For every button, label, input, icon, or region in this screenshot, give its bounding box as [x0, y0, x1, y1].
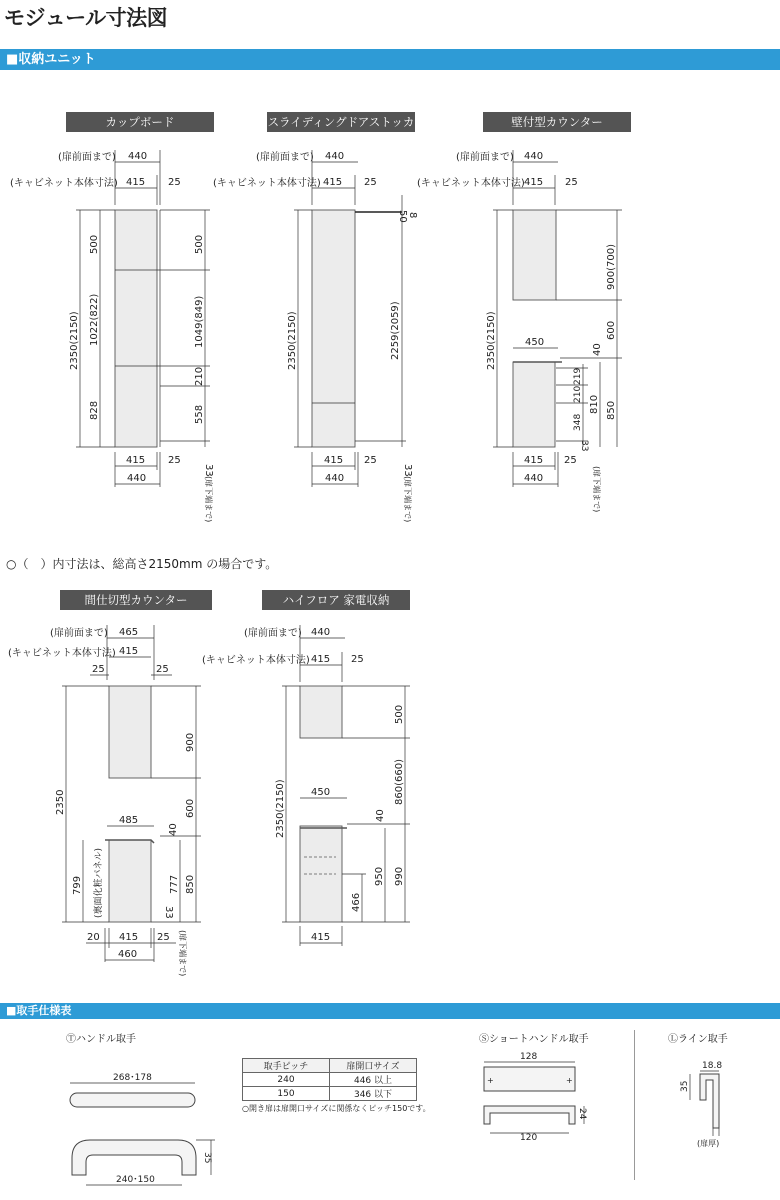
table-cell: 240: [243, 1073, 330, 1087]
dim-highfloor-w415: 415: [311, 654, 331, 665]
label-door-front-2: (扉前面まで): [256, 152, 314, 163]
handle-side-view: [72, 1140, 196, 1175]
label-cabinet-body-4: (キャビネット本体寸法): [8, 648, 116, 659]
dim-wall-b25: 25: [564, 455, 577, 466]
sliding-drawing: [213, 150, 418, 522]
label-cabinet-body-2: (キャビネット本体寸法): [213, 178, 321, 189]
label-cabinet-body-3: (キャビネット本体寸法): [417, 178, 525, 189]
label-cupboard-door-bottom: (扉下端まで): [204, 476, 213, 523]
unit-label-sliding: スライディングドアストッカー: [267, 112, 415, 132]
table-row: [243, 1087, 417, 1101]
dim-wall-d25: 25: [565, 177, 578, 188]
dim-cupboard-b415: 415: [126, 455, 146, 466]
dim-sliding-b440: 440: [325, 473, 345, 484]
dim-partition-w415: 415: [119, 646, 139, 657]
dim-handle-h: 35: [202, 1152, 212, 1164]
unit-label-cupboard: カップボード: [66, 112, 214, 132]
dim-partition-w485: 485: [119, 815, 139, 826]
cupboard-drawing: [10, 150, 214, 522]
dim-line-h: 35: [680, 1080, 690, 1092]
dim-partition-b25: 25: [157, 932, 170, 943]
page-title: モジュール寸法図: [4, 6, 168, 30]
dim-wall-b415: 415: [524, 455, 544, 466]
dim-short-h: 24: [577, 1108, 587, 1120]
dim-sliding-h-total: 2350(2150): [287, 311, 298, 370]
dim-partition-h2350: 2350: [55, 789, 66, 815]
dim-wall-r210: 210: [573, 385, 583, 403]
dim-cupboard-b25: 25: [168, 455, 181, 466]
dim-wall-w440: 440: [524, 151, 544, 162]
line-handle-title: Ⓛライン取手: [668, 1034, 728, 1045]
dim-cupboard-r1049: 1049(849): [194, 295, 205, 348]
dim-wall-r348: 348: [573, 413, 583, 431]
dimension-note: ○（ ）内寸法は、総高さ2150mm の場合です。: [6, 557, 278, 571]
table-note: ○開き扉は扉開口サイズに関係なくピッチ150です。: [242, 1104, 431, 1113]
unit-label-high-floor: ハイフロア 家電収納: [262, 590, 410, 610]
dim-handle-w2: 240･150: [116, 1175, 155, 1185]
dim-sliding-b415: 415: [324, 455, 344, 466]
short-handle-top-view: [484, 1067, 575, 1091]
handle-top-view: [70, 1093, 195, 1107]
line-handle-profile: [700, 1074, 719, 1128]
divider: [634, 1030, 635, 1180]
label-back-panel: (裏面化粧パネル): [94, 847, 104, 918]
dim-wall-r850: 850: [606, 400, 617, 420]
label-door-front-4: (扉前面まで): [50, 628, 108, 639]
dim-partition-w465: 465: [119, 627, 139, 638]
sliding-cabinet: [312, 210, 355, 447]
dim-sliding-w440: 440: [325, 151, 345, 162]
dim-sliding-b25: 25: [364, 455, 377, 466]
dim-sliding-b33: 33: [402, 464, 413, 477]
section-header-handles: ■取手仕様表: [0, 1003, 780, 1019]
cupboard-cabinet: [115, 210, 157, 447]
dim-wall-r600: 600: [606, 320, 617, 340]
table-row: [243, 1073, 417, 1087]
wall-upper-cabinet: [513, 210, 556, 300]
dim-wall-h-total: 2350(2150): [486, 311, 497, 370]
label-cabinet-body-5: (キャビネット本体寸法): [202, 655, 310, 666]
label-door-front-3: (扉前面まで): [456, 152, 514, 163]
dim-cupboard-w415: 415: [126, 177, 146, 188]
dim-partition-r25: 25: [156, 664, 169, 675]
dim-sliding-d25: 25: [364, 177, 377, 188]
dim-wall-r219: 219: [573, 367, 583, 385]
dim-partition-r600: 600: [185, 798, 196, 818]
unit-label-partition-counter: 間仕切型カウンター: [60, 590, 212, 610]
handle-title: Ⓣハンドル取手: [66, 1034, 136, 1045]
dim-sliding-w415: 415: [323, 177, 343, 188]
table-cell: 346 以下: [330, 1087, 417, 1101]
dim-highfloor-r466: 466: [351, 892, 362, 912]
short-handle-title: Ⓢショートハンドル取手: [479, 1034, 589, 1045]
dim-partition-l799: 799: [72, 875, 83, 895]
dim-sliding-t50: 50: [397, 210, 408, 223]
dim-partition-r33: 33: [163, 906, 174, 919]
dim-cupboard-h828: 828: [89, 400, 100, 420]
table-header-row: [243, 1059, 417, 1073]
dim-sliding-r2259: 2259(2059): [390, 301, 401, 360]
dim-cupboard-h-total: 2350(2150): [69, 311, 80, 370]
dim-highfloor-r990: 990: [394, 866, 405, 886]
dim-wall-b440: 440: [524, 473, 544, 484]
label-cabinet-body: (キャビネット本体寸法): [10, 178, 118, 189]
short-handle-plus-right: +: [566, 1076, 573, 1085]
label-door-front-5: (扉前面まで): [244, 628, 302, 639]
dim-partition-r900: 900: [185, 732, 196, 752]
dim-cupboard-r210: 210: [194, 366, 205, 386]
dim-wall-r900: 900(700): [606, 244, 617, 290]
table-header-opening: 扉開口サイズ: [330, 1059, 417, 1073]
table-cell: 446 以上: [330, 1073, 417, 1087]
label-sliding-door-bottom: (扉下端まで): [403, 476, 412, 523]
section-header-storage: ■収納ユニット: [0, 49, 780, 70]
label-door-front: (扉前面まで): [58, 152, 116, 163]
dim-wall-w450: 450: [525, 337, 545, 348]
dim-partition-r40: 40: [168, 823, 179, 836]
dim-highfloor-w440: 440: [311, 627, 331, 638]
dim-partition-r850: 850: [185, 874, 196, 894]
dim-partition-b460: 460: [118, 949, 138, 960]
high-floor-drawing: [202, 625, 410, 946]
dim-highfloor-d25: 25: [351, 654, 364, 665]
handle-pitch-table: [242, 1058, 417, 1101]
dim-highfloor-r860: 860(660): [394, 759, 405, 805]
dim-wall-w415: 415: [524, 177, 544, 188]
partition-lower-cabinet: [109, 840, 151, 922]
highfloor-upper-cabinet: [300, 686, 342, 738]
unit-label-wall-counter: 壁付型カウンター: [483, 112, 631, 132]
dim-cupboard-b33: 33: [203, 464, 214, 477]
dim-cupboard-r500: 500: [194, 234, 205, 254]
dim-cupboard-h1022: 1022(822): [89, 293, 100, 346]
dim-sliding-t8: 8: [407, 212, 418, 219]
dim-partition-l25: 25: [92, 664, 105, 675]
dim-short-w2: 120: [520, 1133, 538, 1143]
dim-handle-w1: 268･178: [113, 1073, 152, 1083]
dim-highfloor-w450: 450: [311, 787, 331, 798]
dim-cupboard-d25: 25: [168, 177, 181, 188]
dim-highfloor-r500: 500: [394, 704, 405, 724]
wall-counter-drawing: [417, 150, 622, 512]
dim-cupboard-b440: 440: [127, 473, 147, 484]
dim-partition-r777: 777: [169, 874, 180, 894]
partition-counter-drawing: [8, 625, 201, 976]
partition-upper-cabinet: [109, 686, 151, 778]
dim-cupboard-r558: 558: [194, 404, 205, 424]
dim-wall-r40: 40: [592, 343, 603, 356]
dim-wall-b33: 33: [579, 440, 589, 452]
dim-cupboard-w440: 440: [128, 151, 148, 162]
dim-highfloor-r950: 950: [374, 866, 385, 886]
dim-wall-r810: 810: [589, 394, 600, 414]
short-handle-plus-left: +: [487, 1076, 494, 1085]
dim-highfloor-r40: 40: [375, 809, 386, 822]
dim-line-w: 18.8: [702, 1061, 723, 1071]
wall-lower-cabinet: [513, 362, 555, 447]
dim-highfloor-h-total: 2350(2150): [275, 779, 286, 838]
label-door-thickness: (扉厚): [697, 1139, 720, 1148]
dim-partition-b20: 20: [87, 932, 100, 943]
label-partition-door-bottom: (扉下端まで): [178, 930, 187, 977]
dim-short-w1: 128: [520, 1052, 538, 1062]
table-header-pitch: 取手ピッチ: [243, 1059, 330, 1073]
dim-cupboard-h500: 500: [89, 234, 100, 254]
dim-partition-b415: 415: [119, 932, 139, 943]
label-wall-door-bottom: (扉下端まで): [592, 466, 601, 513]
dim-highfloor-b415: 415: [311, 932, 331, 943]
table-cell: 150: [243, 1087, 330, 1101]
short-handle-side-view: [484, 1106, 575, 1124]
